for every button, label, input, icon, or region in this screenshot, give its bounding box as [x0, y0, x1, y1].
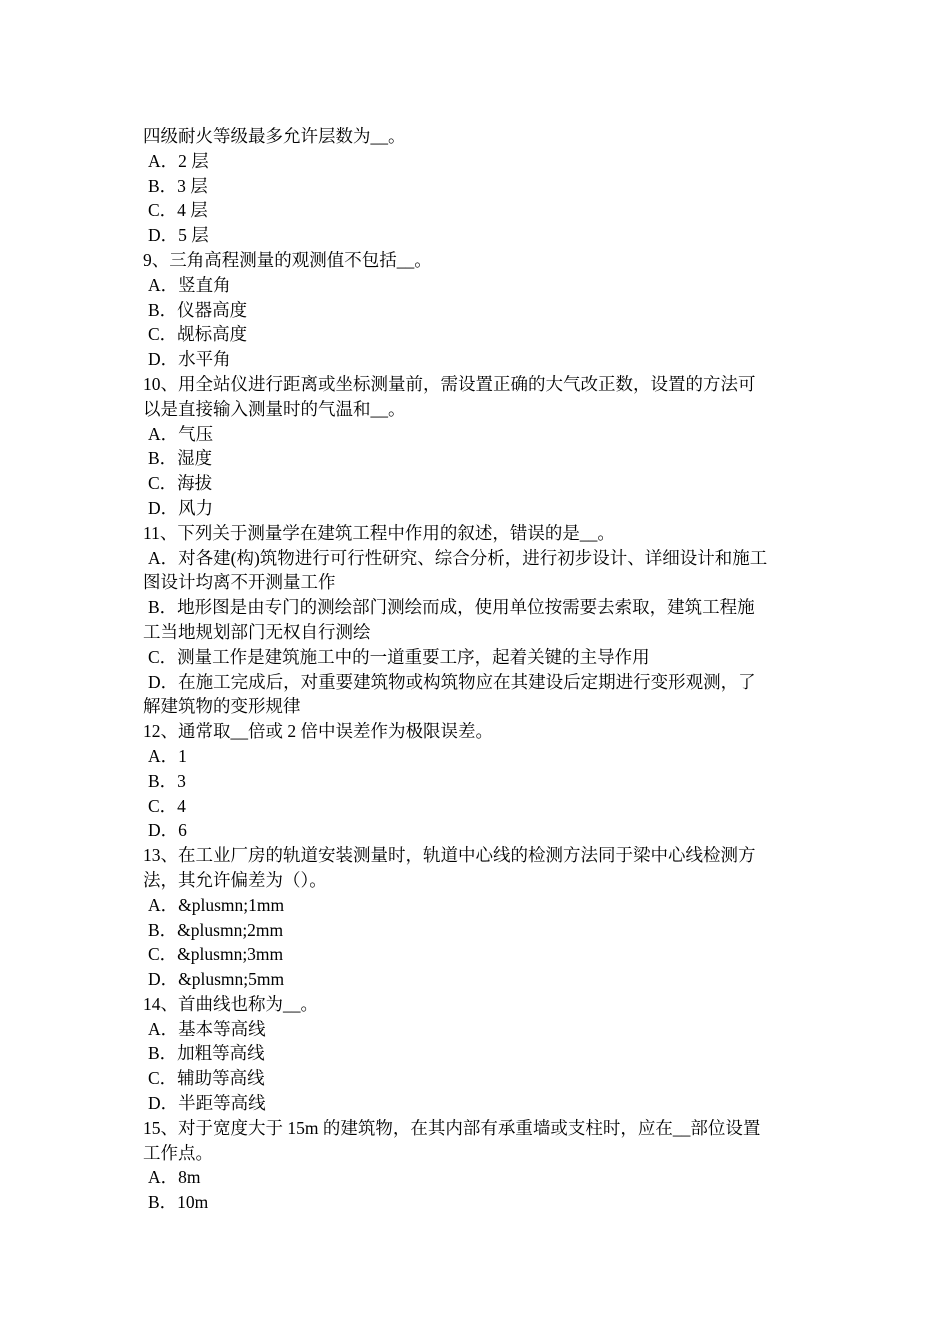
question-text-line: 9、三角高程测量的观测值不包括__。 — [143, 249, 432, 270]
answer-option-line: C．测量工作是建筑施工中的一道重要工序，起着关键的主导作用 — [148, 646, 650, 667]
answer-option-line: B．10m — [148, 1192, 209, 1213]
answer-option-line: A．&plusmn;1mm — [148, 894, 285, 915]
question-text-line: 13、在工业厂房的轨道安装测量时，轨道中心线的检测方法同于梁中心线检测方 — [143, 845, 756, 866]
question-text-line: 10、用全站仪进行距离或坐标测量前，需设置正确的大气改正数，设置的方法可 — [143, 373, 756, 394]
answer-option-line: C．4 层 — [148, 200, 208, 221]
answer-option-line: D．风力 — [148, 497, 214, 518]
question-text-line: 12、通常取__倍或 2 倍中误差作为极限误差。 — [143, 721, 493, 742]
answer-option-line: B．仪器高度 — [148, 299, 248, 320]
answer-option-line: B．加粗等高线 — [148, 1043, 265, 1064]
answer-option-line: D．在施工完成后，对重要建筑物或构筑物应在其建设后定期进行变形观测，了 — [148, 671, 756, 692]
answer-option-line: A．1 — [148, 745, 187, 766]
question-text-line: 14、首曲线也称为__。 — [143, 993, 318, 1014]
answer-option-line: B．&plusmn;2mm — [148, 919, 284, 940]
answer-option-line: A．对各建(构)筑物进行可行性研究、综合分析，进行初步设计、详细设计和施工 — [148, 547, 768, 568]
answer-option-line: D．半距等高线 — [148, 1093, 266, 1114]
answer-option-line: D．6 — [148, 820, 187, 841]
answer-option-line: B．3 层 — [148, 175, 208, 196]
answer-option-line: A．气压 — [148, 423, 214, 444]
answer-option-line: A．2 层 — [148, 150, 209, 171]
question-text-line: 图设计均离不开测量工作 — [143, 572, 336, 593]
answer-option-line: D．水平角 — [148, 349, 231, 370]
answer-option-line: C．觇标高度 — [148, 324, 248, 345]
question-text-line: 解建筑物的变形规律 — [143, 696, 301, 717]
answer-option-line: A．基本等高线 — [148, 1018, 266, 1039]
question-text-line: 四级耐火等级最多允许层数为__。 — [143, 126, 406, 146]
answer-option-line: C．4 — [148, 795, 186, 816]
answer-option-line: D．&plusmn;5mm — [148, 969, 285, 990]
question-text-line: 11、下列关于测量学在建筑工程中作用的叙述，错误的是__。 — [143, 522, 615, 543]
answer-option-line: B．3 — [148, 770, 186, 791]
answer-option-line: B．地形图是由专门的测绘部门测绘而成，使用单位按需要去索取，建筑工程施 — [148, 597, 755, 618]
question-text-line: 15、对于宽度大于 15m 的建筑物，在其内部有承重墙或支柱时，应在__部位设置 — [143, 1117, 761, 1138]
answer-option-line: C．&plusmn;3mm — [148, 944, 284, 965]
answer-option-line: C．辅助等高线 — [148, 1068, 265, 1089]
answer-option-line: B．湿度 — [148, 448, 213, 469]
question-text-line: 工当地规划部门无权自行测绘 — [143, 621, 371, 642]
answer-option-line: C．海拔 — [148, 473, 213, 494]
question-text-line: 工作点。 — [143, 1142, 213, 1163]
answer-option-line: D．5 层 — [148, 225, 209, 246]
answer-option-line: A．竖直角 — [148, 274, 231, 295]
question-text-line: 以是直接输入测量时的气温和__。 — [143, 398, 406, 419]
answer-option-line: A．8m — [148, 1167, 201, 1188]
document-body — [143, 124, 813, 1215]
question-text-line: 法，其允许偏差为（）。 — [143, 869, 327, 890]
